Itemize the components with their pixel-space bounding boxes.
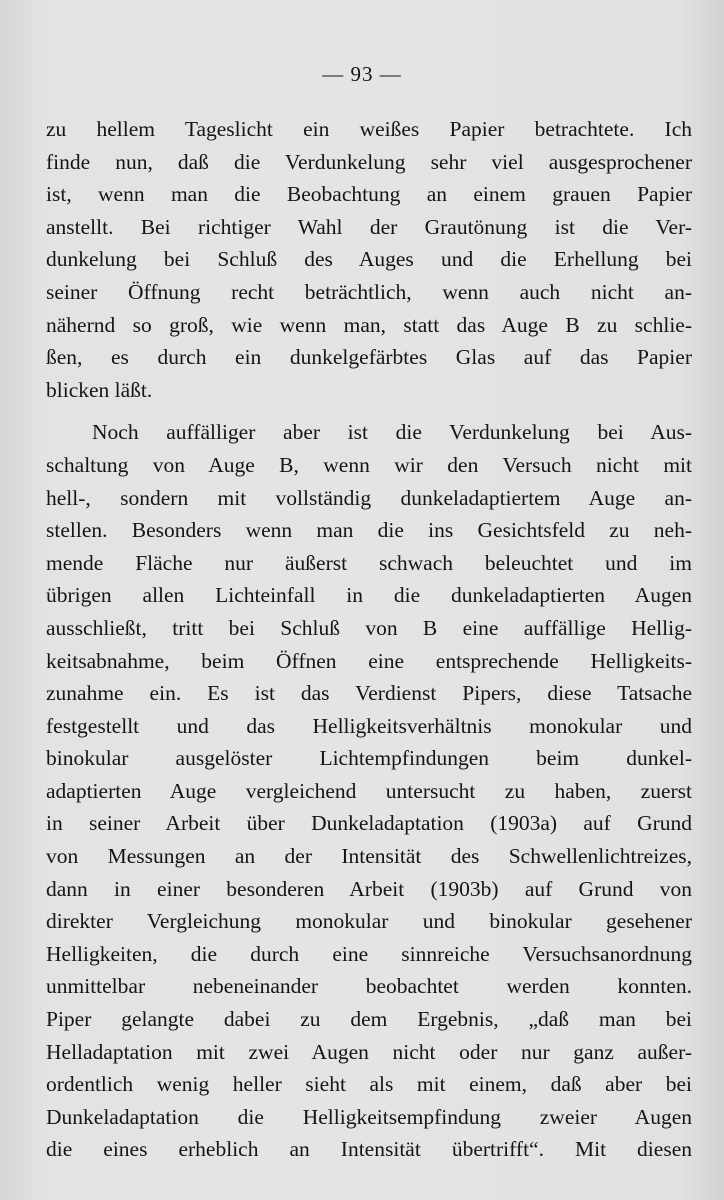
page-number: — 93 — [322,62,402,86]
text-line: seiner Öffnung recht beträchtlich, wenn auch nicht an- [46,279,692,304]
text-line: übrigen allen Lichteinfall in die dunkeladaptierten Augen [46,583,692,608]
text-line: Helligkeiten, die durch eine sinnreiche Versuchsanordnung [46,941,692,966]
text-line: mende Fläche nur äußerst schwach beleuchtet und im [46,550,692,575]
text-line: die eines erheblich an Intensität übertrifft“. Mit diesen [46,1137,692,1162]
text-line: ist, wenn man die Beobachtung an einem grauen Papier [46,182,692,207]
text-line: Piper gelangte dabei zu dem Ergebnis, „daß man bei [46,1007,692,1032]
text-line: dann in einer besonderen Arbeit (1903b) auf Grund von [46,876,692,901]
text-line: keitsabnahme, beim Öffnen eine entsprechende Helligkeits- [46,648,692,673]
text-line: hell-, sondern mit vollständig dunkeladaptiertem Auge an- [46,485,692,510]
text-line: unmittelbar nebeneinander beobachtet werden konnten. [46,974,692,999]
text-line: in seiner Arbeit über Dunkeladaptation (1903a) auf Grund [46,811,692,836]
text-line: zu hellem Tageslicht ein weißes Papier betrachtete. Ich [46,117,692,141]
text-line: finde nun, daß die Verdunkelung sehr viel ausgesprochener [46,149,692,174]
text-line: dunkelung bei Schluß des Auges und die Erhellung bei [46,247,692,272]
paragraph-2 [46,416,692,1166]
text-line: schaltung von Auge B, wenn wir den Versuch nicht mit [46,452,692,477]
text-line: ßen, es durch ein dunkelgefärbtes Glas auf das Papier [46,345,692,370]
text-line: adaptierten Auge vergleichend untersucht zu haben, zuerst [46,778,692,803]
text-line: binokular ausgelöster Lichtempfindungen beim dunkel- [46,746,692,771]
text-line: nähernd so groß, wie wenn man, statt das Auge B zu schlie- [46,312,692,337]
text-line: von Messungen an der Intensität des Schwellenlichtreizes, [46,844,692,869]
text-line: zunahme ein. Es ist das Verdienst Pipers, diese Tatsache [46,681,692,706]
text-line: ausschließt, tritt bei Schluß von B eine auffällige Hellig- [46,615,692,640]
text-line: ordentlich wenig heller sieht als mit einem, daß aber bei [46,1072,692,1097]
text-line: Noch auffälliger aber ist die Verdunkelung bei Aus- [92,420,692,445]
text-line: direkter Vergleichung monokular und binokular gesehener [46,909,692,934]
paragraph-gap [46,406,692,416]
paragraph-1 [46,113,692,406]
text-line: stellen. Besonders wenn man die ins Gesichtsfeld zu neh- [46,518,692,543]
text-line: anstellt. Bei richtiger Wahl der Grautönung ist die Ver- [46,214,692,239]
page-body [46,113,692,1166]
text-line: blicken läßt. [46,377,153,402]
text-line: Helladaptation mit zwei Augen nicht oder nur ganz außer- [46,1039,692,1064]
text-line: festgestellt und das Helligkeitsverhältnis monokular und [46,713,692,738]
text-line: Dunkeladaptation die Helligkeitsempfindung zweier Augen [46,1104,692,1129]
